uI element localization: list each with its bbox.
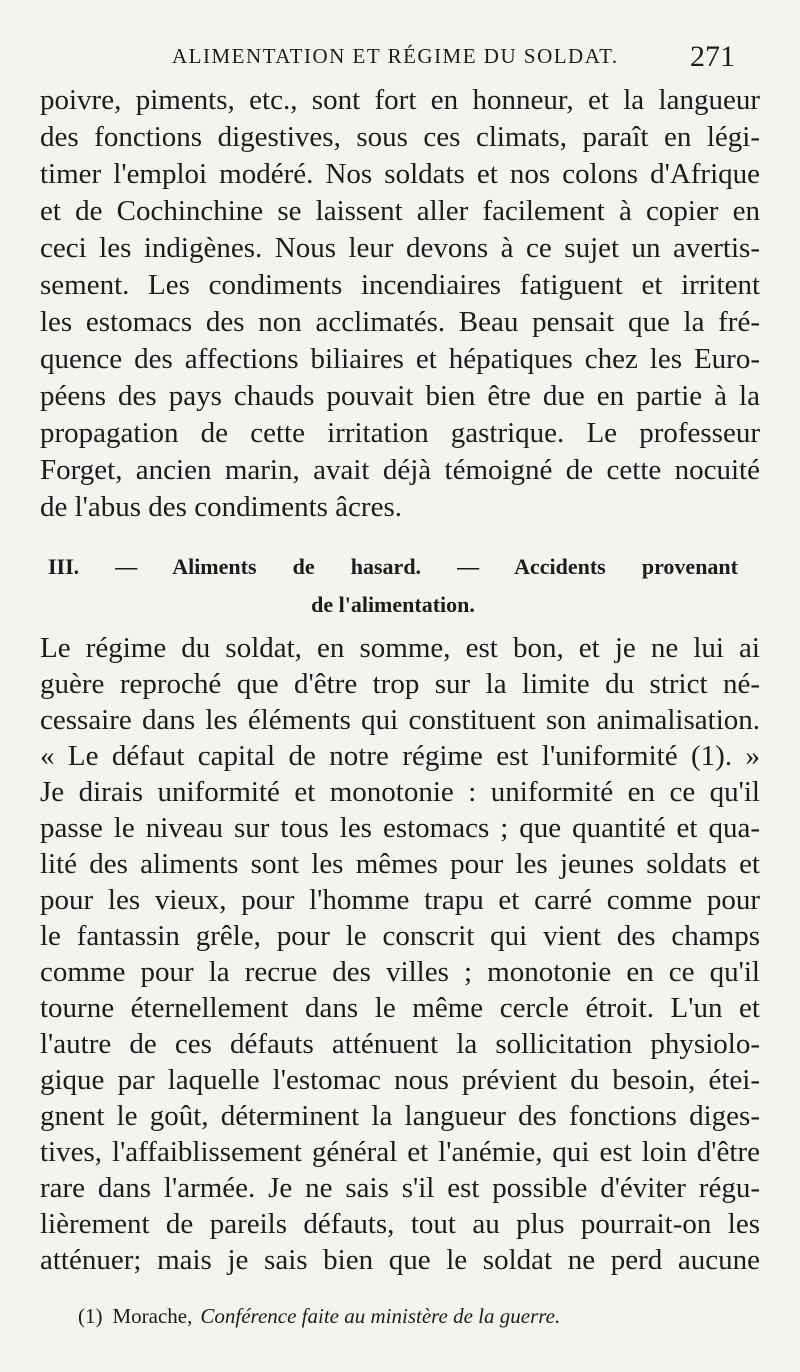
text-line: atténuer; mais je sais bien que le soldat ne perd aucune [40,1244,760,1276]
text-line: ceci les indigènes. Nous leur devons à ce sujet un avertis- [40,232,760,264]
text-line: gique par laquelle l'estomac nous prévient du besoin, étei- [40,1064,760,1096]
text-line: tourne éternellement dans le même cercle étroit. L'un et [40,992,760,1024]
text-line: Le régime du soldat, en somme, est bon, et je ne lui ai [40,632,760,664]
footnote-mark: (1) [78,1304,103,1328]
text-line: timer l'emploi modéré. Nos soldats et nos colons d'Afrique [40,158,760,190]
text-line: quence des affections biliaires et hépatiques chez les Euro- [40,343,760,375]
text-line: des fonctions digestives, sous ces climats, paraît en légi- [40,121,760,153]
text-line: les estomacs des non acclimatés. Beau pensait que la fré- [40,306,760,338]
text-line: lité des aliments sont les mêmes pour les jeunes soldats et [40,848,760,880]
text-line: « Le défaut capital de notre régime est l'uniformité (1). » [40,740,760,772]
text-line: péens des pays chauds pouvait bien être due en partie à la [40,380,760,412]
running-head [0,40,800,80]
text-line: guère reproché que d'être trop sur la limite du strict né- [40,668,760,700]
section-heading-line-2: de l'alimentation. [311,592,475,617]
text-line: lièrement de pareils défauts, tout au plus pourrait-on les [40,1208,760,1240]
text-line: de l'abus des condiments âcres. [40,491,402,523]
text-line: pour les vieux, pour l'homme trapu et carré comme pour [40,884,760,916]
text-line: sement. Les condiments incendiaires fatiguent et irritent [40,269,760,301]
text-line: propagation de cette irritation gastrique. Le professeur [40,417,760,449]
text-line: l'autre de ces défauts atténuent la sollicitation physiolo- [40,1028,760,1060]
text-line: rare dans l'armée. Je ne sais s'il est possible d'éviter régu- [40,1172,760,1204]
text-line: passe le niveau sur tous les estomacs ; que quantité et qua- [40,812,760,844]
text-line: tives, l'affaiblissement général et l'anémie, qui est loin d'être [40,1136,760,1168]
text-line: le fantassin grêle, pour le conscrit qui vient des champs [40,920,760,952]
text-line: comme pour la recrue des villes ; monotonie en ce qu'il [40,956,760,988]
text-line: et de Cochinchine se laissent aller facilement à copier en [40,195,760,227]
section-heading-line-1: III. — Aliments de hasard. — Accidents provenant [48,554,738,579]
running-title: ALIMENTATION ET RÉGIME DU SOLDAT. [172,44,619,68]
footnote [78,1302,560,1330]
footnote-title: Conférence faite au ministère de la guerre. [200,1304,561,1328]
text-line: gnent le goût, déterminent la langueur des fonctions diges- [40,1100,760,1132]
text-line: Forget, ancien marin, avait déjà témoigné de cette nocuité [40,454,760,486]
page-number: 271 [690,40,735,73]
text-line: Je dirais uniformité et monotonie : uniformité en ce qu'il [40,776,760,808]
text-line: poivre, piments, etc., sont fort en honneur, et la langueur [40,84,760,116]
text-line: cessaire dans les éléments qui constituent son animalisation. [40,704,760,736]
footnote-author: Morache, [112,1304,193,1328]
